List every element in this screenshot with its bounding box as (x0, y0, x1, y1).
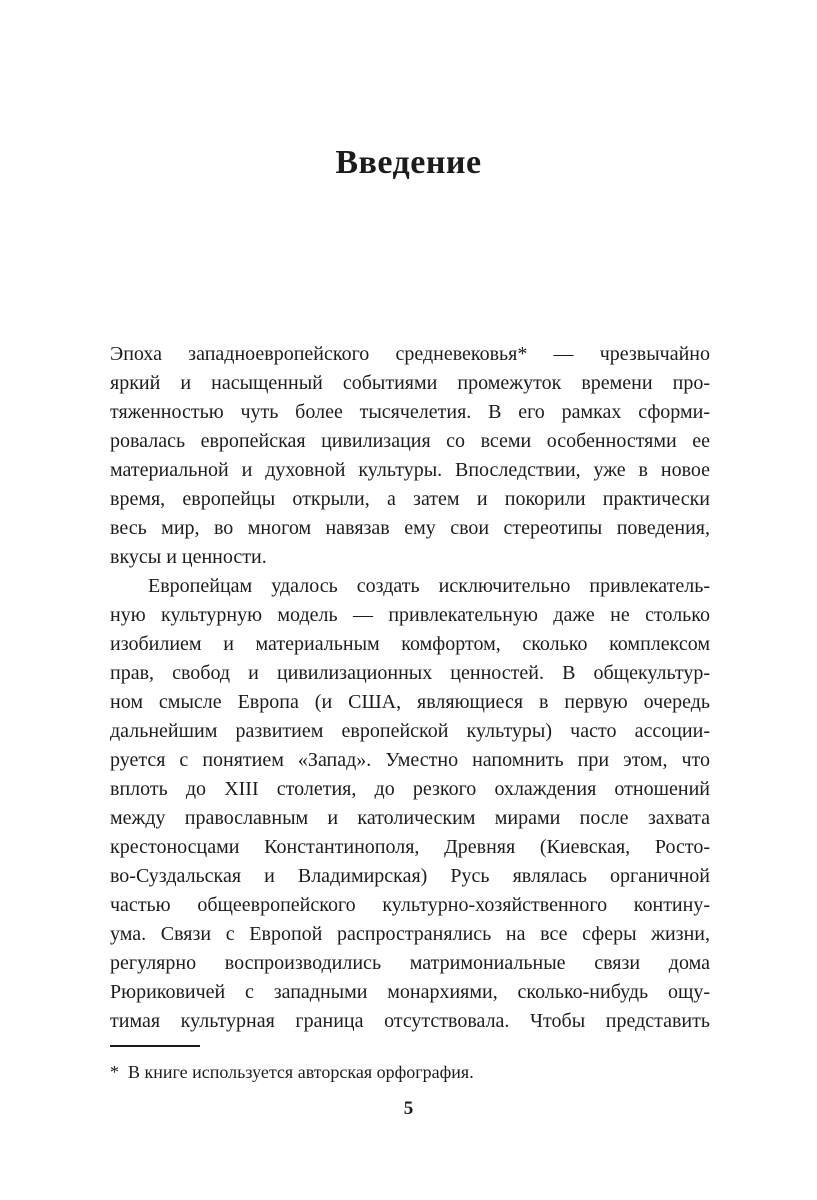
text-line: крестоносцами Константинополя, Древняя (Киевская, Росто- (110, 836, 710, 858)
text-line: вплоть до XIII столетия, до резкого охлаждения отношений (110, 778, 710, 800)
text-line: вкусы и ценности. (110, 546, 267, 568)
text-line: Европейцам удалось создать исключительно привлекатель- (148, 575, 710, 597)
text-line: регулярно воспроизводились матримониальные связи дома (110, 952, 710, 974)
text-line: руется с понятием «Запад». Уместно напомнить при этом, что (110, 749, 710, 771)
text-line: ума. Связи с Европой распространялись на все сферы жизни, (110, 923, 710, 945)
paragraph (110, 340, 710, 572)
text-line: частью общеевропейского культурно-хозяйственного контину- (110, 894, 710, 916)
text-line: тимая культурная граница отсутствовала. Чтобы представить (110, 1010, 710, 1032)
text-line: изобилием и материальным комфортом, сколько комплексом (110, 633, 710, 655)
text-line: ном смысле Европа (и США, являющиеся в первую очередь (110, 691, 710, 713)
text-line: яркий и насыщенный событиями промежуток времени про- (110, 372, 710, 394)
body-text (110, 340, 710, 1036)
page-number: 5 (403, 1098, 414, 1119)
text-line: материальной и духовной культуры. Впоследствии, уже в новое (110, 459, 710, 481)
footnote-area (110, 1045, 710, 1084)
footnote-text: * В книге используется авторская орфография. (110, 1062, 474, 1082)
text-line: Эпоха западноевропейского средневековья* — чрезвычайно (110, 343, 710, 365)
paragraph (110, 572, 710, 1036)
text-line: тяженностью чуть более тысячелетия. В его рамках сформи- (110, 401, 710, 423)
text-line: прав, свобод и цивилизационных ценностей. В общекультур- (110, 662, 710, 684)
text-line: время, европейцы открыли, а затем и покорили практически (110, 488, 710, 510)
text-line: ровалась европейская цивилизация со всеми особенностями ее (110, 430, 710, 452)
chapter-title: Введение (335, 144, 482, 181)
text-line: Рюриковичей с западными монархиями, сколько-нибудь ощу- (110, 981, 710, 1003)
text-line: во-Суздальская и Владимирская) Русь являлась органичной (110, 865, 710, 887)
text-line: ную культурную модель — привлекательную даже не столько (110, 604, 710, 626)
footnote-rule (110, 1045, 200, 1047)
text-line: между православным и католическим мирами после захвата (110, 807, 710, 829)
text-line: дальнейшим развитием европейской культуры) часто ассоции- (110, 720, 710, 742)
text-line: весь мир, во многом навязав ему свои стереотипы поведения, (110, 517, 710, 539)
